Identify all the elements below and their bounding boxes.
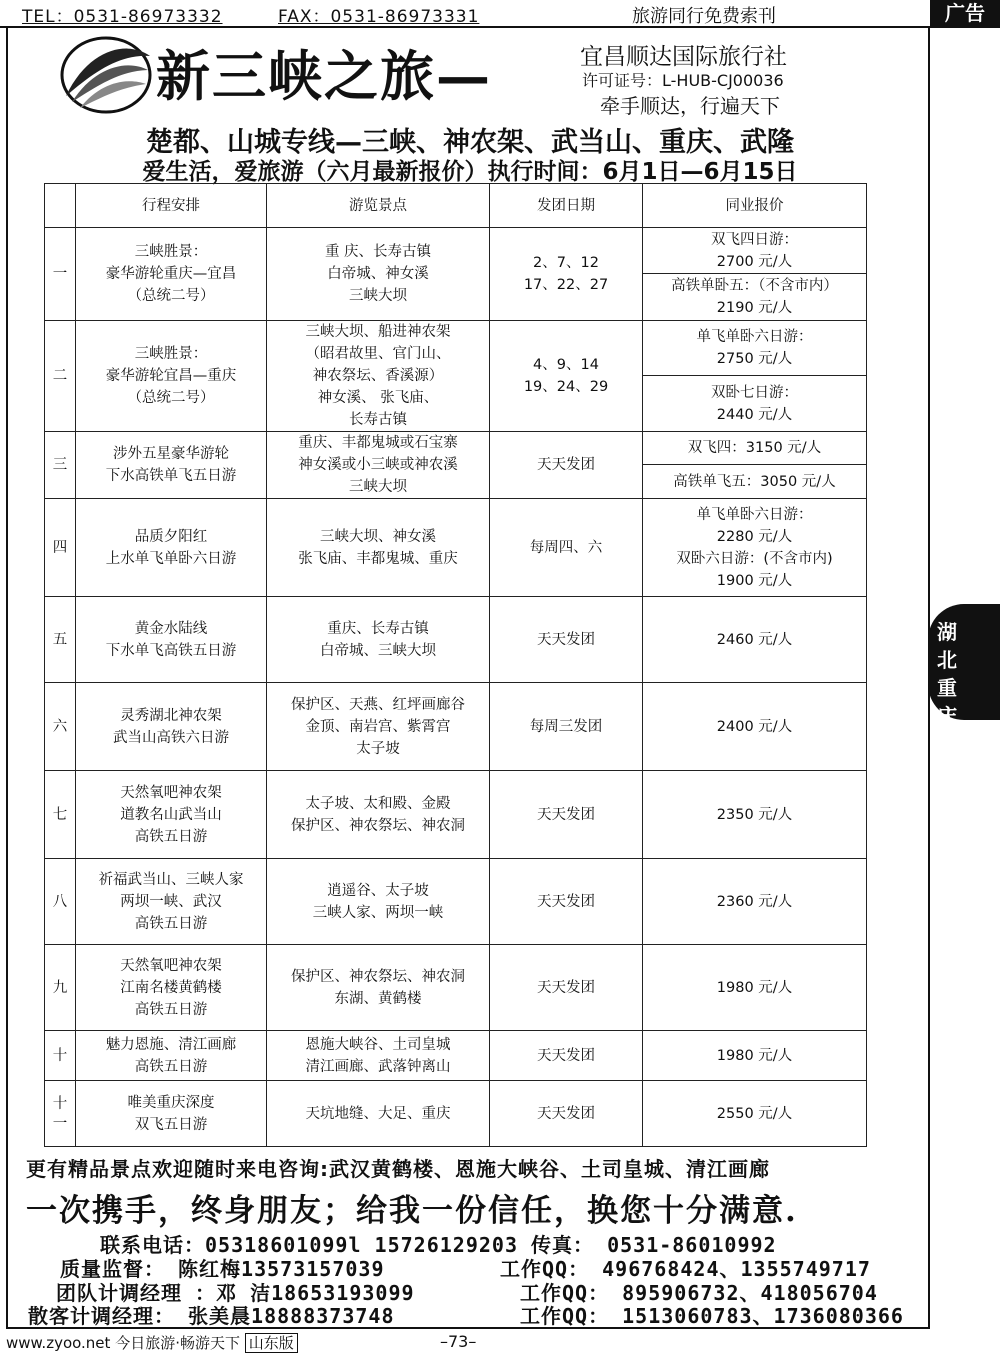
cell-price xyxy=(643,1081,867,1147)
table-row xyxy=(45,499,867,597)
cell-line: 1980 元/人 xyxy=(716,1047,793,1064)
tel-number: TEL：0531-86973332 xyxy=(22,7,223,27)
cell-line: 重庆、丰都鬼城或石宝寨 xyxy=(298,435,458,451)
cell-line: 重 庆、长寿古镇 xyxy=(324,244,432,260)
cell-dates xyxy=(490,859,643,945)
price-subcell xyxy=(643,274,866,320)
cell-line: 涉外五星豪华游轮 xyxy=(113,446,229,462)
cell-line: 天天发团 xyxy=(537,1105,595,1122)
cell-line: 高铁五日游 xyxy=(134,828,208,845)
cell-line: 上水单飞单卧六日游 xyxy=(105,550,237,567)
cell-itinerary xyxy=(76,683,267,771)
cell-itinerary xyxy=(76,321,267,432)
cell-price xyxy=(643,597,867,683)
team-manager: 团队计调经理 ：邓 洁18653193099 xyxy=(56,1281,415,1305)
price-subcell xyxy=(643,228,866,274)
price-subcell xyxy=(643,376,866,431)
cell-no: 七 xyxy=(45,771,76,859)
cell-dates xyxy=(490,771,643,859)
cell-line: 天然氧吧神农架 xyxy=(120,784,222,801)
cell-line: 道教名山武当山 xyxy=(120,806,222,823)
cell-line: 高铁五日游 xyxy=(134,1001,208,1018)
cell-line: 2190 元/人 xyxy=(716,300,793,316)
cell-line: 豪华游轮宜昌—重庆 xyxy=(105,368,237,384)
top-bar xyxy=(0,0,1000,28)
cell-line: 天天发团 xyxy=(537,806,595,823)
header-spots: 游览景点 xyxy=(267,184,490,228)
cell-line: （总统二号） xyxy=(127,288,215,304)
cell-line: 天天发团 xyxy=(537,457,595,473)
cell-line: 神农祭坛、香溪源） xyxy=(312,368,444,384)
cell-line: 长寿古镇 xyxy=(349,412,407,428)
cell-spots xyxy=(267,597,490,683)
header-itinerary: 行程安排 xyxy=(76,184,267,228)
cell-dates xyxy=(490,228,643,321)
cell-line: 2700 元/人 xyxy=(716,253,793,270)
cell-itinerary xyxy=(76,228,267,321)
cell-spots xyxy=(267,945,490,1031)
table-row xyxy=(45,597,867,683)
cell-spots xyxy=(267,499,490,597)
cell-dates xyxy=(490,683,643,771)
cell-line: 逍遥谷、太子坡 xyxy=(327,882,429,899)
cell-line: 黄金水陆线 xyxy=(134,620,208,637)
header-price: 同业报价 xyxy=(643,184,867,228)
table-row xyxy=(45,1081,867,1147)
cell-line: 神女溪、 张飞庙、 xyxy=(317,390,439,406)
footer-edition: 山东版 xyxy=(245,1333,298,1353)
cell-price xyxy=(643,859,867,945)
cell-dates xyxy=(490,321,643,432)
route-headline: 楚都、山城专线—三峡、神农架、武当山、重庆、武隆 xyxy=(146,127,794,158)
fax-number: FAX：0531-86973331 xyxy=(278,7,480,27)
cell-line: 下水单飞高铁五日游 xyxy=(105,642,237,659)
cell-line: 三峡大坝、船进神农架 xyxy=(305,324,451,340)
ad-label: 广告 xyxy=(930,0,1000,27)
cell-line: 东湖、黄鹤楼 xyxy=(334,990,422,1007)
cell-line: 三峡胜景： xyxy=(134,244,208,260)
cell-line: 保护区、神农祭坛、神农洞 xyxy=(291,817,465,834)
cell-line: 三峡人家、两坝一峡 xyxy=(312,904,444,921)
price-subcell xyxy=(643,432,866,465)
cell-spots xyxy=(267,228,490,321)
cell-line: 下水高铁单飞五日游 xyxy=(105,468,237,484)
header-no xyxy=(45,184,76,228)
cell-line: 2、7、12 xyxy=(533,255,599,271)
cell-line: 17、22、27 xyxy=(523,277,609,293)
table-row xyxy=(45,771,867,859)
cell-line: 太子坡、太和殿、金殿 xyxy=(305,795,451,812)
footer-site: www.zyoo.net 今日旅游·畅游天下 xyxy=(6,1334,240,1352)
cell-line: 天坑地缝、大足、重庆 xyxy=(305,1105,451,1122)
cell-itinerary xyxy=(76,432,267,499)
cell-itinerary xyxy=(76,945,267,1031)
cell-line: 唯美重庆深度 xyxy=(127,1094,215,1111)
cell-dates xyxy=(490,1031,643,1081)
cell-line: 清江画廊、武落钟离山 xyxy=(305,1058,451,1075)
free-index-text: 旅游同行免费索刊 xyxy=(632,6,776,27)
cell-line: 豪华游轮重庆—宜昌 xyxy=(105,266,237,282)
cell-line: 高铁单飞五：3050 元/人 xyxy=(673,473,836,490)
cell-line: 保护区、神农祭坛、神农洞 xyxy=(291,968,465,985)
cell-line: 三峡大坝、神女溪 xyxy=(320,528,436,545)
cell-line: 双飞四日游： xyxy=(711,231,798,248)
brand-title: 新三峡之旅— xyxy=(156,44,492,108)
cell-price xyxy=(643,771,867,859)
cell-line: 高铁五日游 xyxy=(134,915,208,932)
cell-dates xyxy=(490,1081,643,1147)
contact-phone: 联系电话：05318601099l 15726129203 传真： 0531-86010992 xyxy=(100,1233,777,1257)
table-row xyxy=(45,683,867,771)
cell-dates xyxy=(490,945,643,1031)
cell-line: 高铁五日游 xyxy=(134,1058,208,1075)
cell-line: 恩施大峡谷、土司皇城 xyxy=(305,1036,451,1053)
cell-line: 高铁单卧五：（不含市内） xyxy=(671,278,838,294)
footer xyxy=(6,1332,298,1353)
team-qq: 工作QQ： 895906732、418056704 xyxy=(520,1281,878,1305)
cell-line: 1980 元/人 xyxy=(716,979,793,996)
company-name: 宜昌顺达国际旅行社 xyxy=(580,44,787,70)
cell-price xyxy=(643,432,867,499)
cell-line: 2350 元/人 xyxy=(716,806,793,823)
cell-line: 双飞五日游 xyxy=(134,1116,208,1133)
cell-itinerary xyxy=(76,1081,267,1147)
cell-line: 三峡大坝 xyxy=(349,288,407,304)
tagline: 一次携手，终身朋友；给我一份信任，换您十分满意. xyxy=(26,1193,798,1229)
cell-line: 祈福武当山、三峡人家 xyxy=(98,871,244,888)
company-slogan: 牵手顺达，行遍天下 xyxy=(600,94,780,118)
cell-line: 1900 元/人 xyxy=(716,572,793,589)
cell-line: 单飞单卧六日游： xyxy=(696,329,813,345)
cell-spots xyxy=(267,1081,490,1147)
table-row xyxy=(45,321,867,432)
cell-line: 天然氧吧神农架 xyxy=(120,957,222,974)
quality-supervisor: 质量监督： 陈红梅13573157039 xyxy=(60,1257,385,1281)
cell-dates xyxy=(490,597,643,683)
cell-line: 双卧七日游： xyxy=(711,384,798,401)
cell-no: 一 xyxy=(45,228,76,321)
cell-dates xyxy=(490,432,643,499)
region-side-tab-label: 湖北重庆 xyxy=(937,620,957,728)
cell-no: 十一 xyxy=(45,1081,76,1147)
cell-line: 江南名楼黄鹤楼 xyxy=(120,979,222,996)
cell-line: （昭君故里、官门山、 xyxy=(305,346,451,362)
individual-qq: 工作QQ： 1513060783、1736080366 xyxy=(520,1304,904,1328)
page-number: –73– xyxy=(440,1332,477,1351)
cell-line: 2400 元/人 xyxy=(716,718,793,735)
cell-line: 每周三发团 xyxy=(529,718,603,735)
cell-line: 双卧六日游：(不含市内) xyxy=(676,550,833,567)
cell-line: 三峡大坝 xyxy=(349,479,407,495)
cell-no: 二 xyxy=(45,321,76,432)
cell-line: 金顶、南岩宫、紫霄宫 xyxy=(305,718,451,735)
cell-line: 2460 元/人 xyxy=(716,631,793,648)
cell-line: （总统二号） xyxy=(127,390,215,406)
cell-line: 4、9、14 xyxy=(533,357,599,373)
cell-line: 天天发团 xyxy=(537,1047,595,1064)
cell-line: 19、24、29 xyxy=(523,379,609,395)
cell-spots xyxy=(267,683,490,771)
cell-price xyxy=(643,945,867,1031)
cell-itinerary xyxy=(76,859,267,945)
swoosh-logo-icon xyxy=(60,36,152,114)
cell-no: 六 xyxy=(45,683,76,771)
cell-spots xyxy=(267,432,490,499)
cell-price xyxy=(643,1031,867,1081)
table-row xyxy=(45,228,867,321)
cell-line: 单飞单卧六日游： xyxy=(696,506,813,523)
cell-line: 白帝城、神女溪 xyxy=(327,266,429,282)
cell-no: 五 xyxy=(45,597,76,683)
cell-line: 天天发团 xyxy=(537,979,595,996)
cell-line: 白帝城、三峡大坝 xyxy=(320,642,436,659)
cell-no: 八 xyxy=(45,859,76,945)
cell-line: 灵秀湖北神农架 xyxy=(120,707,222,724)
table-row xyxy=(45,859,867,945)
cell-price xyxy=(643,228,867,321)
individual-manager: 散客计调经理： 张美晨18888373748 xyxy=(28,1304,395,1328)
cell-itinerary xyxy=(76,597,267,683)
cell-spots xyxy=(267,859,490,945)
table-header-row xyxy=(45,184,867,228)
cell-price xyxy=(643,321,867,432)
cell-dates xyxy=(490,499,643,597)
cell-itinerary xyxy=(76,499,267,597)
cell-line: 天天发团 xyxy=(537,893,595,910)
cell-no: 四 xyxy=(45,499,76,597)
cell-spots xyxy=(267,771,490,859)
cell-no: 三 xyxy=(45,432,76,499)
table-row xyxy=(45,432,867,499)
cell-no: 九 xyxy=(45,945,76,1031)
more-attractions-line: 更有精品景点欢迎随时来电咨询:武汉黄鹤楼、恩施大峡谷、土司皇城、清江画廊 xyxy=(26,1157,770,1181)
license-number: 许可证号：L-HUB-CJ00036 xyxy=(582,71,784,90)
cell-line: 两坝一峡、武汉 xyxy=(120,893,222,910)
cell-line: 2280 元/人 xyxy=(716,528,793,545)
price-subcell xyxy=(643,321,866,376)
cell-spots xyxy=(267,321,490,432)
cell-no: 十 xyxy=(45,1031,76,1081)
table-row xyxy=(45,945,867,1031)
header-dates: 发团日期 xyxy=(490,184,643,228)
cell-line: 张飞庙、丰都鬼城、重庆 xyxy=(298,550,458,567)
cell-itinerary xyxy=(76,771,267,859)
region-side-tab xyxy=(928,604,1000,728)
table-row xyxy=(45,1031,867,1081)
cell-line: 保护区、天燕、红坪画廊谷 xyxy=(291,696,465,713)
cell-line: 品质夕阳红 xyxy=(134,528,208,545)
cell-line: 2440 元/人 xyxy=(716,406,793,423)
quality-qq: 工作QQ： 496768424、1355749717 xyxy=(500,1257,871,1281)
tour-price-table xyxy=(44,183,867,1147)
cell-line: 天天发团 xyxy=(537,631,595,648)
cell-spots xyxy=(267,1031,490,1081)
cell-price xyxy=(643,683,867,771)
cell-price xyxy=(643,499,867,597)
cell-line: 三峡胜景： xyxy=(134,346,208,362)
cell-line: 每周四、六 xyxy=(529,539,603,556)
cell-line: 2550 元/人 xyxy=(716,1105,793,1122)
cell-line: 太子坡 xyxy=(356,740,400,757)
cell-line: 武当山高铁六日游 xyxy=(113,729,229,746)
cell-line: 重庆、长寿古镇 xyxy=(327,620,429,637)
cell-line: 2750 元/人 xyxy=(716,351,793,367)
price-subcell xyxy=(643,465,866,498)
cell-itinerary xyxy=(76,1031,267,1081)
price-period-headline: 爱生活，爱旅游（六月最新报价）执行时间：6月1日—6月15日 xyxy=(142,159,798,185)
cell-line: 魅力恩施、清江画廊 xyxy=(105,1036,237,1053)
cell-line: 双飞四：3150 元/人 xyxy=(687,440,822,456)
cell-line: 2360 元/人 xyxy=(716,893,793,910)
cell-line: 神女溪或小三峡或神农溪 xyxy=(298,457,458,473)
